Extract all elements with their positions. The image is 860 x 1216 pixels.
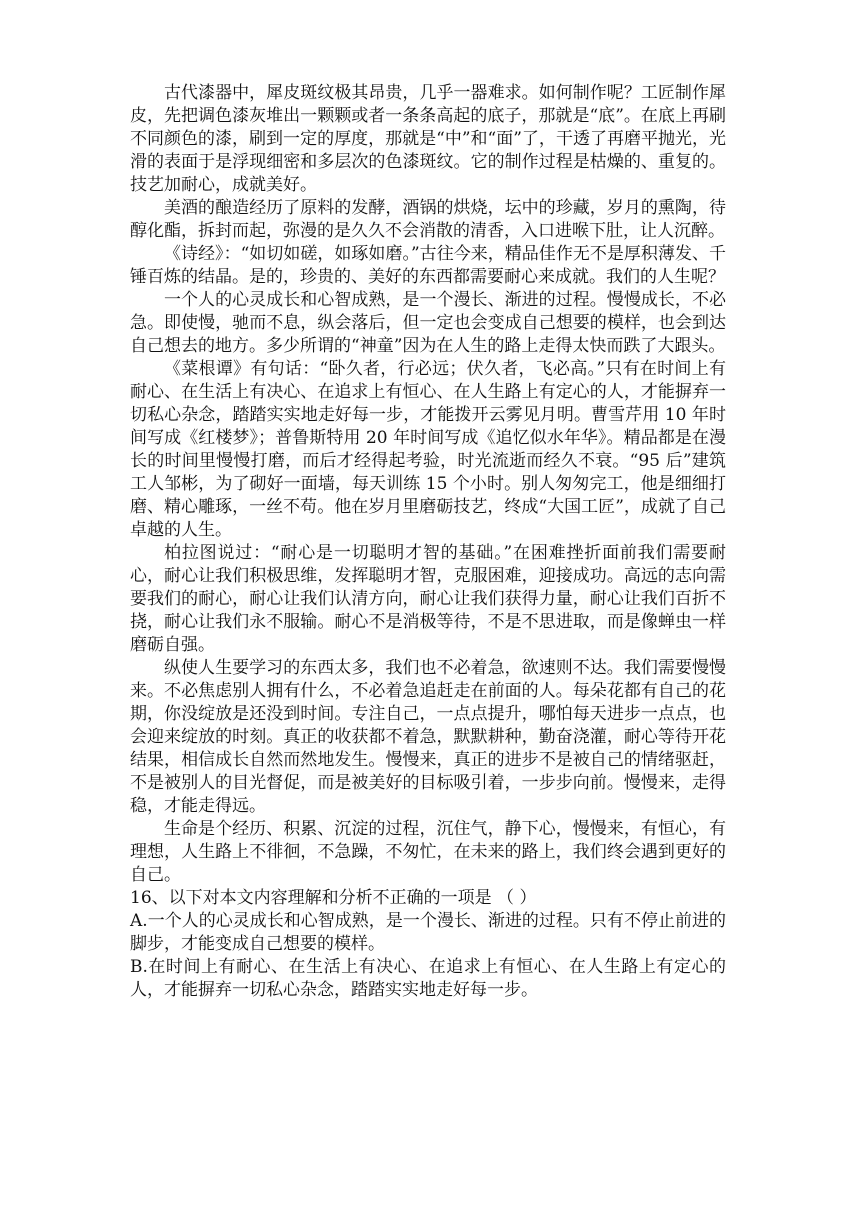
question-stem: 16、以下对本文内容理解和分析不正确的一项是 （ ）: [130, 888, 537, 908]
paragraph-conclusion: 生命是个经历、积累、沉淀的过程，沉住气，静下心，慢慢来，有恒心，有理想，人生路上不徘徊，不急躁，不匆忙，在未来的路上，我们终会遇到更好的自己。: [130, 819, 726, 885]
paragraph-growth: 一个人的心灵成长和心智成熟，是一个漫长、渐进的过程。慢慢成长，不必急。即使慢，驰而不息，纵会落后，但一定也会变成自己想要的模样，也会到达自己想去的地方。多少所谓的“神童”因为在人生的路上走得太快而跌了大跟头。: [130, 290, 726, 356]
option-b: B.在时间上有耐心、在生活上有决心、在追求上有恒心、在人生路上有定心的人，才能摒弃一切私心杂念，踏踏实实地走好每一步。: [130, 957, 726, 1000]
option-a: A.一个人的心灵成长和心智成熟，是一个漫长、渐进的过程。只有不停止前进的脚步，才能变成自己想要的模样。: [130, 911, 726, 954]
paragraph-caigentan: 《菜根谭》有句话：“卧久者，行必远；伏久者，飞必高。”只有在时间上有耐心、在生活上有决心、在追求上有恒心、在人生路上有定心的人，才能摒弃一切私心杂念，踏踏实实地走好每一步，才能拨开云雾见月明。曹雪芹用 10 年时间写成《红楼梦》；普鲁斯特用 20 年时间写成《追忆似水年华》。精品都是在漫长的时间里慢慢打磨，而后才经得起考验，时光流逝而经久不衰。“95 后”建筑工人邹彬，为了砌好一面墙，每天训练 15 个小时。别人匆匆完工，他是细细打磨、精心雕琢，一丝不苟。他在岁月里磨砺技艺，终成“大国工匠”，成就了自己卓越的人生。: [130, 359, 726, 540]
article-body: [130, 82, 726, 1002]
paragraph-shijing: 《诗经》：“如切如磋，如琢如磨。”古往今来，精品佳作无不是厚积薄发、千锤百炼的结晶。是的，珍贵的、美好的东西都需要耐心来成就。我们的人生呢？: [130, 244, 726, 287]
paragraph-plato: 柏拉图说过：“耐心是一切聪明才智的基础。”在困难挫折面前我们需要耐心，耐心让我们积极思维，发挥聪明才智，克服困难，迎接成功。高远的志向需要我们的耐心，耐心让我们认清方向，耐心让我们获得力量，耐心让我们百折不挠，耐心让我们永不服输。耐心不是消极等待，不是不思进取，而是像蝉虫一样磨砺自强。: [130, 543, 726, 655]
paragraph-wine: 美酒的酿造经历了原料的发酵，酒锅的烘烧，坛中的珍藏，岁月的熏陶，待醇化酯，拆封而起，弥漫的是久久不会消散的清香，入口进喉下肚，让人沉醉。: [130, 198, 726, 241]
paragraph-slow-down: 纵使人生要学习的东西太多，我们也不必着急，欲速则不达。我们需要慢慢来。不必焦虑别人拥有什么，不必着急追赶走在前面的人。每朵花都有自己的花期，你没绽放是还没到时间。专注自己，一点点提升，哪怕每天进步一点点，也会迎来绽放的时刻。真正的收获都不着急，默默耕种，勤奋浇灌，耐心等待开花结果，相信成长自然而然地发生。慢慢来，真正的进步不是被自己的情绪驱赶，不是被别人的目光督促，而是被美好的目标吸引着，一步步向前。慢慢来，走得稳，才能走得远。: [130, 658, 726, 816]
paragraph-lacquer: 古代漆器中，犀皮斑纹极其昂贵，几乎一器难求。如何制作呢？工匠制作犀皮，先把调色漆灰堆出一颗颗或者一条条高起的底子，那就是“底”。在底上再刷不同颜色的漆，刷到一定的厚度，那就是“中”和“面”了，干透了再磨平抛光，光滑的表面于是浮现细密和多层次的色漆斑纹。它的制作过程是枯燥的、重复的。技艺加耐心，成就美好。: [130, 83, 726, 195]
